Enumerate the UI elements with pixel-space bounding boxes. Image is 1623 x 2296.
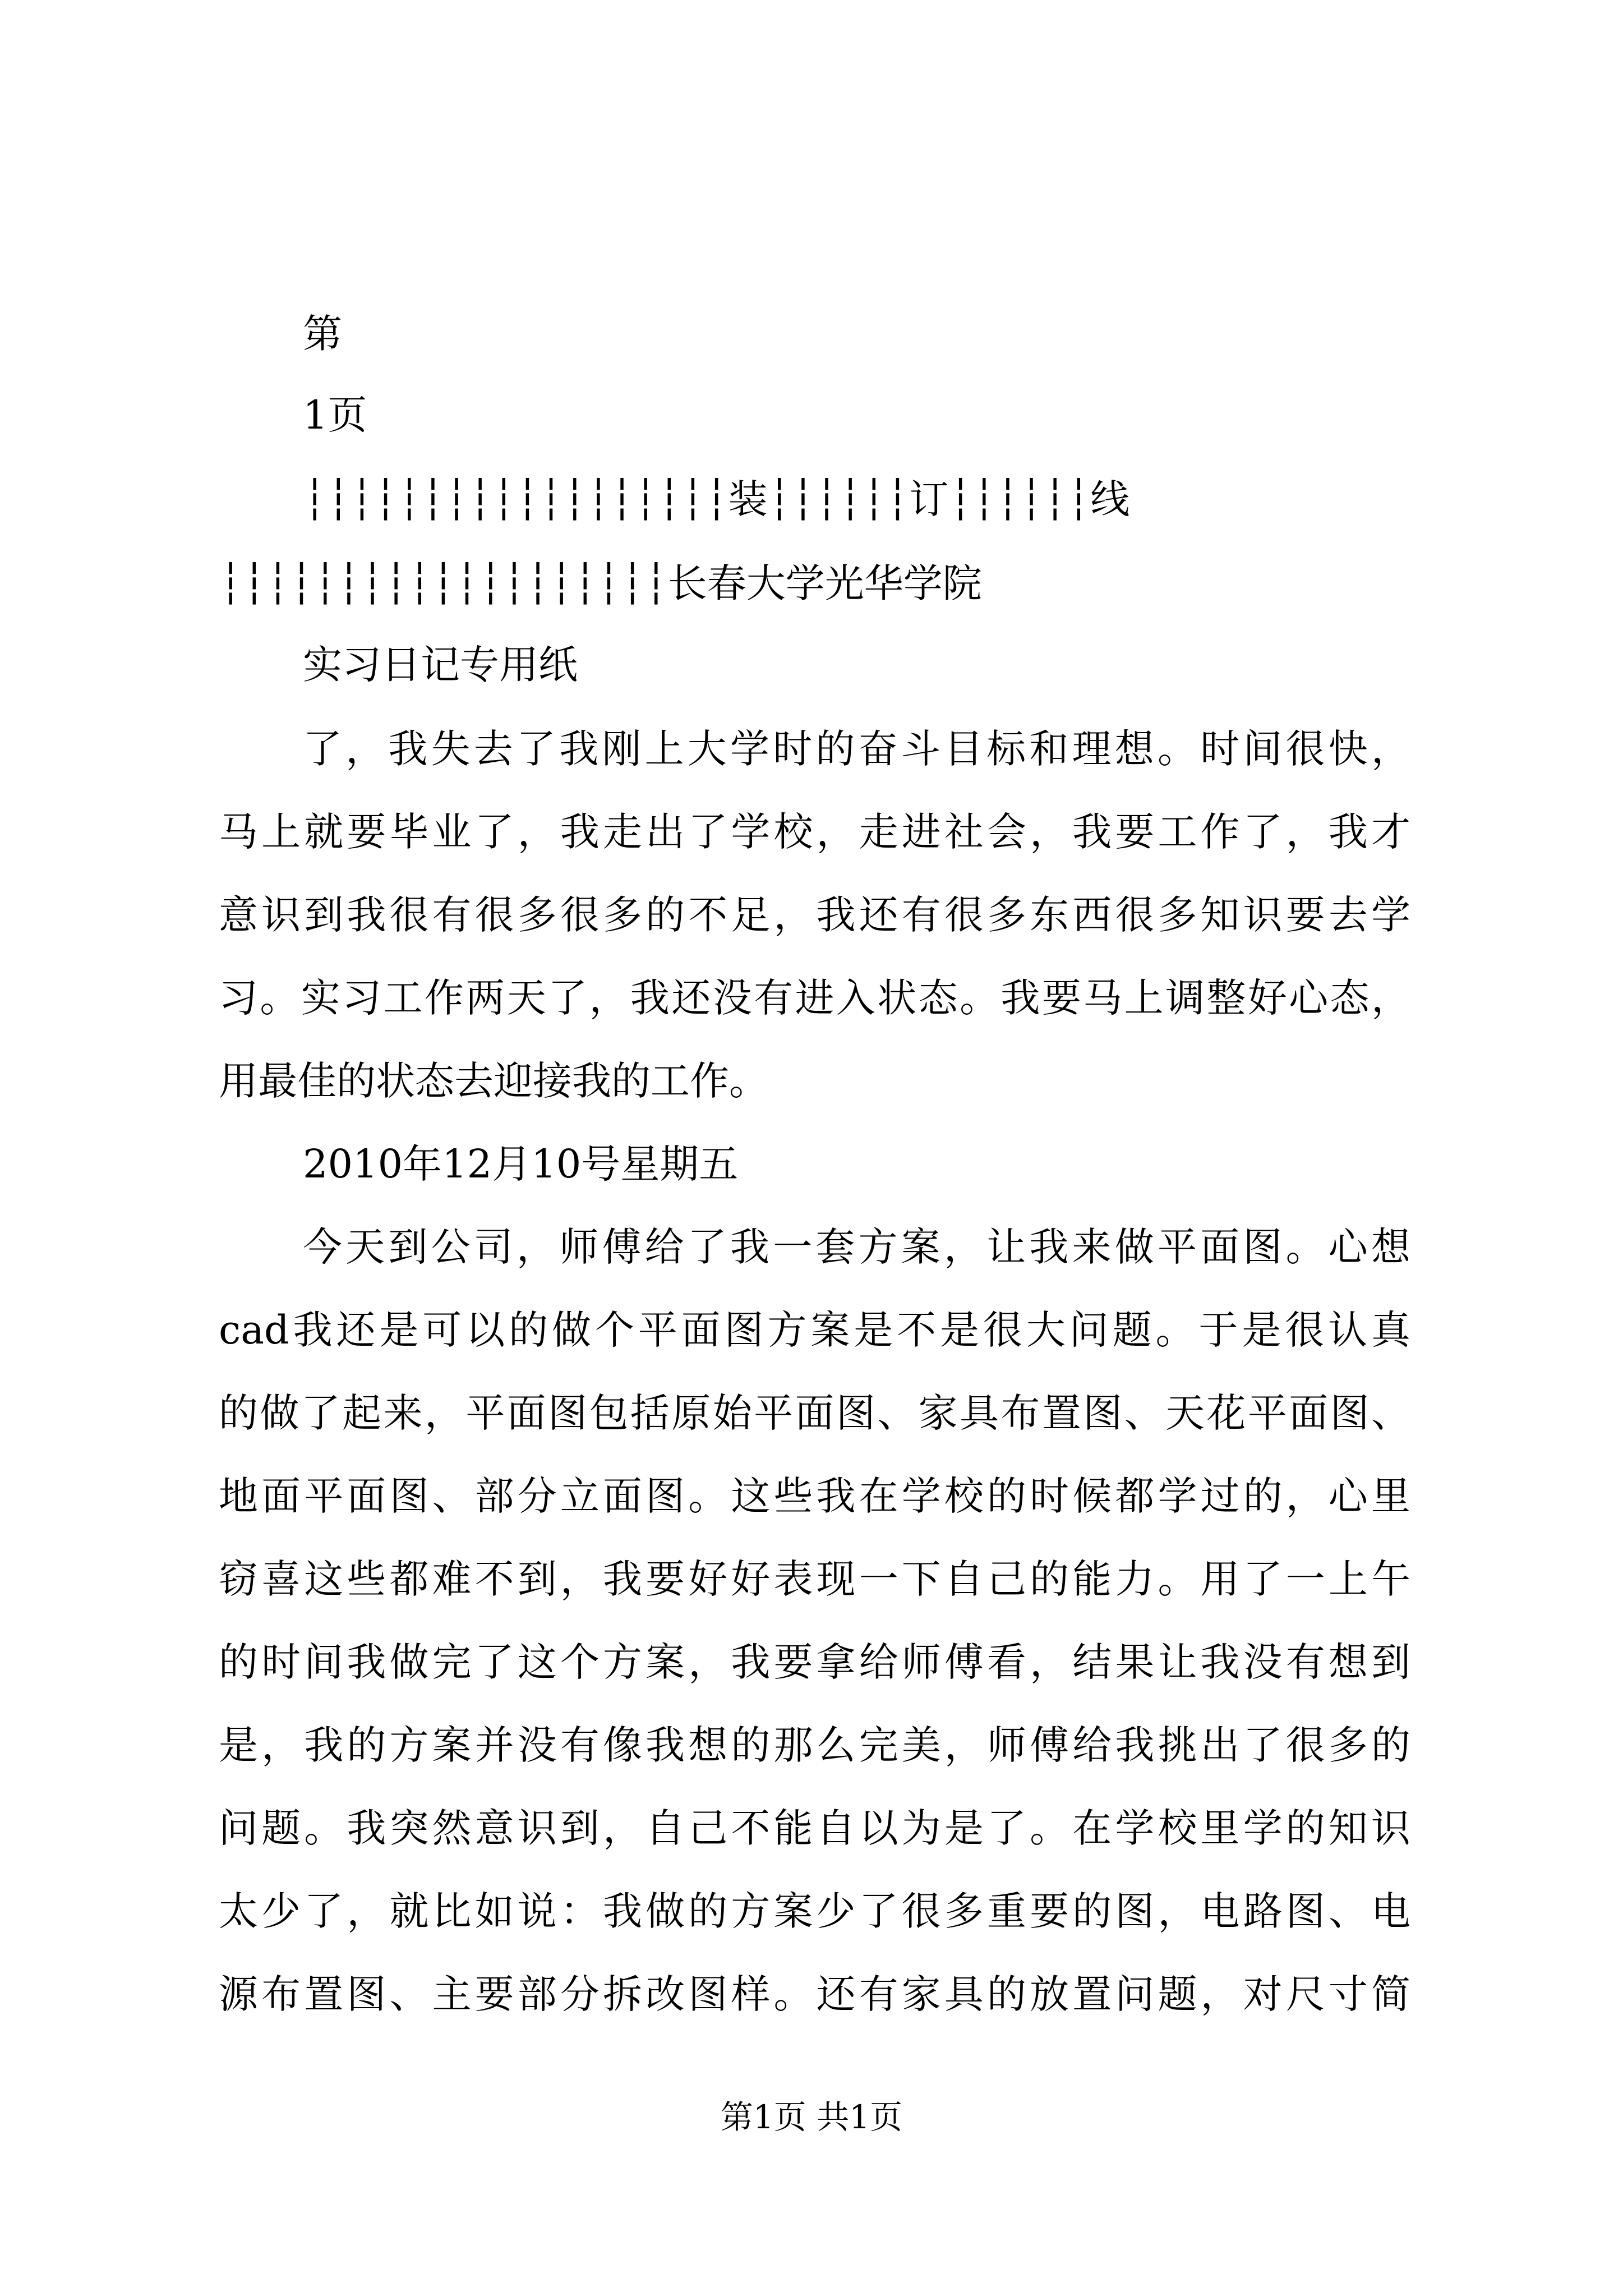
paragraph-line: 问题。我突然意识到，自己不能自以为是了。在学校里学的知识: [219, 1805, 1410, 1851]
paragraph-line: 的时间我做完了这个方案，我要拿给师傅看，结果让我没有想到: [219, 1639, 1410, 1685]
paragraph-line: 太少了，就比如说：我做的方案少了很多重要的图，电路图、电: [219, 1888, 1410, 1934]
page-footer: 第1页 共1页: [720, 2098, 903, 2136]
paragraph-line: cad我还是可以的做个平面图方案是不是很大问题。于是很认真: [219, 1307, 1410, 1353]
paragraph-line: 了，我失去了我刚上大学时的奋斗目标和理想。时间很快，: [303, 726, 1410, 772]
binding-line-1: ┆┆┆┆┆┆┆┆┆┆┆┆┆┆┆┆┆┆装┆┆┆┆┆┆订┆┆┆┆┆┆线: [303, 476, 1130, 522]
paragraph-line: 马上就要毕业了，我走出了学校，走进社会，我要工作了，我才: [219, 809, 1410, 855]
paragraph-line: 地面平面图、部分立面图。这些我在学校的时候都学过的，心里: [219, 1473, 1410, 1519]
paragraph-line: 的做了起来，平面图包括原始平面图、家具布置图、天花平面图、: [219, 1390, 1410, 1436]
page-label-prefix: 第: [303, 311, 342, 357]
page-label-number: 1页: [303, 392, 367, 438]
paragraph-line: 意识到我很有很多很多的不足，我还有很多东西很多知识要去学: [219, 892, 1410, 938]
paragraph-line: 今天到公司，师傅给了我一套方案，让我来做平面图。心想: [303, 1224, 1410, 1270]
paper-title: 实习日记专用纸: [303, 642, 578, 688]
paragraph-line: 是，我的方案并没有像我想的那么完美，师傅给我挑出了很多的: [219, 1722, 1410, 1768]
binding-line-2: ┆┆┆┆┆┆┆┆┆┆┆┆┆┆┆┆┆┆┆长春大学光华学院: [219, 560, 982, 606]
paragraph-line: 窃喜这些都难不到，我要好好表现一下自己的能力。用了一上午: [219, 1556, 1410, 1602]
paragraph-line: 习。实习工作两天了，我还没有进入状态。我要马上调整好心态，: [219, 975, 1410, 1021]
entry-date: 2010年12月10号星期五: [303, 1141, 739, 1187]
paragraph-line: 源布置图、主要部分拆改图样。还有家具的放置问题，对尺寸简: [219, 1971, 1410, 2017]
paragraph-line: 用最佳的状态去迎接我的工作。: [219, 1058, 768, 1104]
